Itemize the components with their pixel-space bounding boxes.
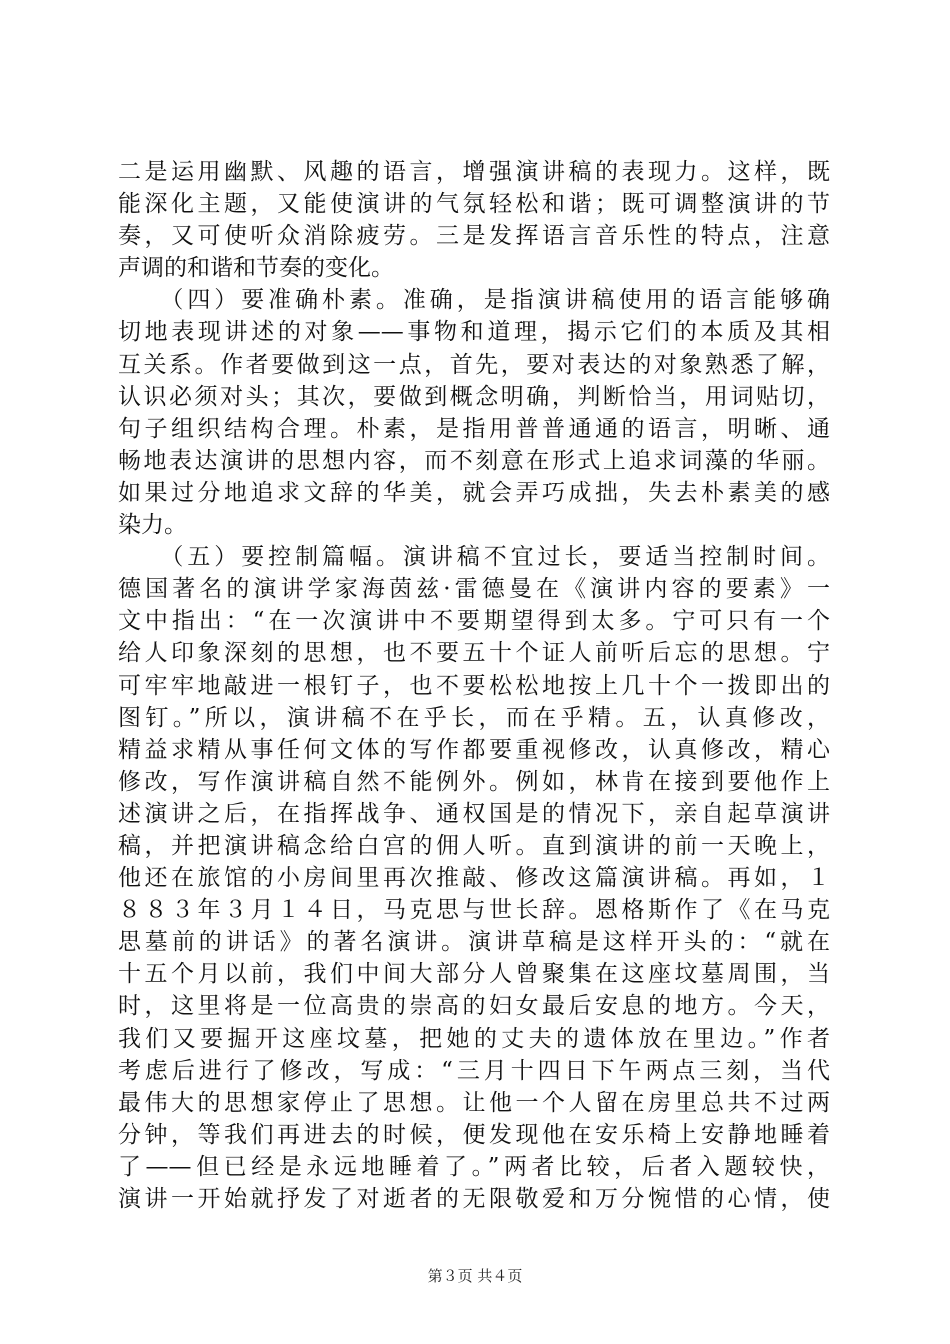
page-footer: 第３页 共４页: [427, 1267, 523, 1285]
text-line: 染力。: [118, 512, 187, 539]
text-line: 二是运用幽默、风趣的语言，增强演讲稿的表现力。这样，既: [118, 159, 830, 185]
text-line: 声调的和谐和节奏的变化。: [118, 255, 394, 282]
text-line: 我们又要掘开这座坟墓，把她的丈夫的遗体放在里边。”作者: [118, 1025, 830, 1052]
text-line: 可牢牢地敲进一根钉子，也不要松松地按上几十个一拨即出的: [118, 672, 830, 699]
text-line: 十五个月以前，我们中间大部分人曾聚集在这座坟墓周围，当: [118, 961, 830, 988]
text-line: 了——但已经是永远地睡着了。”两者比较，后者入题较快，: [118, 1153, 830, 1180]
text-line: 能深化主题，又能使演讲的气氛轻松和谐；既可调整演讲的节: [118, 191, 830, 218]
text-line: 演讲一开始就抒发了对逝者的无限敬爱和万分惋惜的心情，使: [118, 1186, 830, 1212]
text-line: （五）要控制篇幅。演讲稿不宜过长，要适当控制时间。: [118, 544, 830, 571]
text-line: 认识必须对头；其次，要做到概念明确，判断恰当，用词贴切，: [118, 383, 830, 410]
text-line: 文中指出：“在一次演讲中不要期望得到太多。宁可只有一个: [118, 608, 830, 635]
text-line: 考虑后进行了修改，写成：“三月十四日下午两点三刻，当代: [118, 1057, 830, 1084]
text-line: （四）要准确朴素。准确，是指演讲稿使用的语言能够确: [118, 287, 830, 314]
text-line: 德国著名的演讲学家海茵兹·雷德曼在《演讲内容的要素》一: [118, 576, 830, 603]
text-line: 稿，并把演讲稿念给白宫的佣人听。直到演讲的前一天晚上，: [118, 832, 830, 859]
text-line: 图钉。”所以，演讲稿不在乎长，而在乎精。五，认真修改，: [118, 704, 830, 731]
text-line: 思墓前的讲话》的著名演讲。演讲草稿是这样开头的：“就在: [118, 929, 830, 956]
text-line: 畅地表达演讲的思想内容，而不刻意在形式上追求词藻的华丽。: [118, 447, 830, 474]
text-line: 时，这里将是一位高贵的崇高的妇女最后安息的地方。今天，: [118, 993, 830, 1020]
text-line: 分钟，等我们再进去的时候，便发现他在安乐椅上安静地睡着: [118, 1121, 830, 1148]
text-line: ８８３年３月１４日，马克思与世长辞。恩格斯作了《在马克: [118, 897, 830, 924]
text-line: 如果过分地追求文辞的华美，就会弄巧成拙，失去朴素美的感: [118, 479, 830, 506]
body-text: [118, 156, 830, 1215]
text-line: 精益求精从事任何文体的写作都要重视修改，认真修改，精心: [118, 736, 830, 763]
text-line: 述演讲之后，在指挥战争、通权国是的情况下，亲自起草演讲: [118, 800, 830, 827]
text-line: 给人印象深刻的思想，也不要五十个证人前听后忘的思想。宁: [118, 640, 830, 667]
text-line: 修改，写作演讲稿自然不能例外。例如，林肯在接到要他作上: [118, 768, 830, 795]
text-line: 最伟大的思想家停止了思想。让他一个人留在房里总共不过两: [118, 1089, 830, 1116]
text-line: 切地表现讲述的对象——事物和道理，揭示它们的本质及其相: [118, 319, 830, 346]
text-line: 句子组织结构合理。朴素，是指用普普通通的语言，明晰、通: [118, 415, 830, 442]
text-line: 互关系。作者要做到这一点，首先，要对表达的对象熟悉了解，: [118, 351, 830, 378]
text-line: 奏，又可使听众消除疲劳。三是发挥语言音乐性的特点，注意: [118, 223, 830, 250]
text-line: 他还在旅馆的小房间里再次推敲、修改这篇演讲稿。再如，１: [118, 865, 830, 892]
